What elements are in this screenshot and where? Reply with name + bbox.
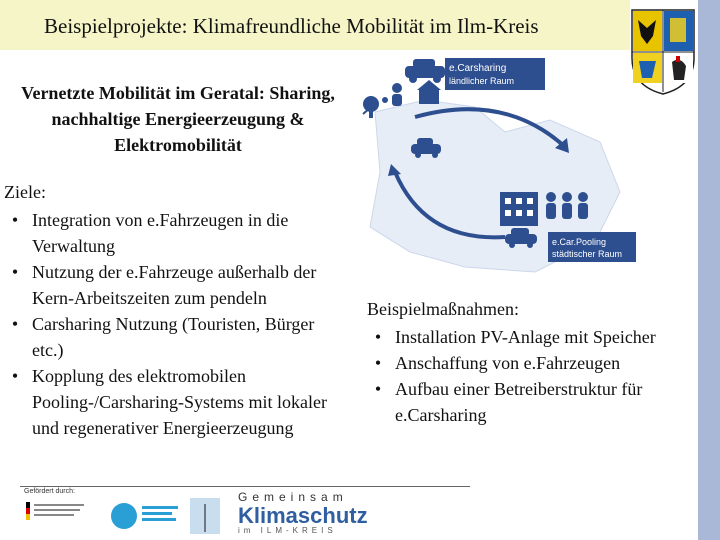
office-building-icon (500, 192, 538, 226)
klimaschutz-logo: Gemeinsam Klimaschutz im ILM-KREIS (238, 490, 368, 535)
footer-divider (20, 486, 470, 487)
list-item: • Kopplung des elektromobilen Pooling-/Carsharing-Systems mit lokaler und regenerativer Energieerzeugung (4, 363, 349, 441)
sponsor-logos (20, 490, 240, 536)
house-icon (417, 80, 441, 104)
subtitle: Vernetzte Mobilität im Geratal: Sharing, nachhaltige Energieerzeugung & Elektromobilität (21, 83, 335, 155)
list-item: • Carsharing Nutzung (Touristen, Bürger etc.) (4, 311, 349, 363)
car-icon (405, 59, 445, 83)
slide-title: Beispielprojekte: Klimafreundliche Mobilität im Ilm-Kreis (44, 14, 539, 38)
goals-list (4, 207, 349, 441)
svg-text:ländlicher Raum: ländlicher Raum (449, 76, 515, 86)
svg-text:städtischer Raum: städtischer Raum (552, 249, 623, 259)
measures-heading: Beispielmaßnahmen: (367, 299, 519, 319)
measures-list (367, 324, 667, 428)
diagram-label-top: e.Carsharing (449, 63, 507, 74)
side-bar (698, 0, 720, 540)
list-item: • Anschaffung von e.Fahrzeugen (367, 350, 667, 376)
list-item: • Nutzung der e.Fahrzeuge außerhalb der Kern-Arbeitszeiten zum pendeln (4, 259, 349, 311)
list-item: • Installation PV-Anlage mit Speicher (367, 324, 667, 350)
people-icon (546, 192, 588, 219)
list-item: • Aufbau einer Betreiberstruktur für e.Carsharing (367, 376, 667, 428)
list-item: • Integration von e.Fahrzeugen in die Verwaltung (4, 207, 349, 259)
funding-note: Gefördert durch: (24, 488, 75, 495)
mobility-diagram (355, 52, 645, 277)
goals-heading: Ziele: (4, 182, 46, 202)
people-icon (392, 83, 402, 106)
diagram-label-bottom: e.Car.Pooling (552, 237, 607, 247)
